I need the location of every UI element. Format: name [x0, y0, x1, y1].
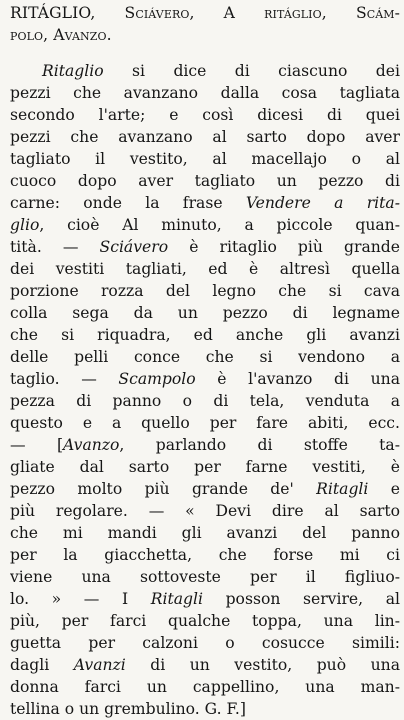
body-text-segment: più, per farci qualche toppa, una lin-: [10, 612, 400, 630]
body-text-segment: di un vestito, può una: [125, 656, 400, 674]
body-text-segment: cuoco dopo aver tagliato un pezzo di: [10, 172, 400, 190]
body-line: [10, 566, 400, 588]
body-line: [10, 478, 400, 500]
body-text-segment: tità. —: [10, 238, 100, 256]
body-line: [10, 654, 400, 676]
body-text-segment: pezza di panno o di tela, venduta a: [10, 392, 400, 410]
body-text-segment: pezzi che avanzano dalla cosa tagliata: [10, 84, 400, 102]
italic-term: Ritagli: [150, 590, 203, 608]
body-line: [10, 390, 400, 412]
body-text-segment: dei vestiti tagliati, ed è altresì quella: [10, 260, 400, 278]
headword-avanzo: Avanzo: [53, 26, 107, 44]
body-text-segment: , cioè Al minuto, a piccole quan-: [39, 216, 400, 234]
body-line: [10, 60, 400, 82]
body-text-segment: è ritaglio più grande: [168, 238, 400, 256]
body-line: [10, 500, 400, 522]
body-text-segment: lo. » — I: [10, 590, 151, 608]
body-text-segment: è l'avanzo di una: [195, 370, 400, 388]
body-text-segment: colla sega da un pezzo di legname: [10, 304, 400, 322]
body-text-segment: e: [368, 480, 400, 498]
body-line: [10, 258, 400, 280]
body-text-segment: questo e a quello per fare abiti, ecc.: [10, 414, 400, 432]
body-text-segment: pezzo molto più grande de': [10, 480, 317, 498]
body-text-segment: che mi mandi gli avanzi del panno: [10, 524, 400, 542]
body-line: [10, 126, 400, 148]
headword-a-ritaglio: A ritáglio: [223, 4, 322, 22]
body-text-segment: per la giacchetta, che forse mi ci: [10, 546, 400, 564]
body-line: [10, 610, 400, 632]
body-text-segment: dagli: [10, 656, 74, 674]
body-line: [10, 676, 400, 698]
body-text-segment: che si riquadra, ed anche gli avanzi: [10, 326, 400, 344]
heading-separator: ,: [43, 26, 54, 44]
italic-term: Vendere a rita-: [245, 194, 400, 212]
body-text-segment: porzione rozza del legno che si cava: [10, 282, 400, 300]
body-line: [10, 324, 400, 346]
heading-separator: ,: [321, 4, 356, 22]
body-text-segment: si dice di ciascuno dei: [103, 62, 400, 80]
body-line: [10, 148, 400, 170]
italic-term: Sciávero: [99, 238, 169, 256]
italic-term: Ritaglio: [42, 62, 104, 80]
body-line: [10, 434, 400, 456]
heading-line-1: [10, 2, 400, 24]
body-text-segment: tellina o un grembulino. G. F.]: [10, 700, 246, 718]
body-line: [10, 368, 400, 390]
entry-body: [10, 60, 400, 720]
body-line: [10, 170, 400, 192]
body-line: [10, 698, 400, 720]
body-line: [10, 302, 400, 324]
body-text-segment: donna farci un cappellino, una man-: [10, 678, 400, 696]
body-line: [10, 280, 400, 302]
body-line: [10, 104, 400, 126]
body-line: [10, 192, 400, 214]
heading-line-2: [10, 24, 400, 46]
italic-term: Ritagli: [316, 480, 369, 498]
body-text-segment: posson servire, al: [202, 590, 400, 608]
body-text-segment: tagliato il vestito, al macellajo o al: [10, 150, 400, 168]
body-line: [10, 82, 400, 104]
body-text-segment: viene una sottoveste per il figliuo-: [10, 568, 400, 586]
body-text-segment: pezzi che avanzano al sarto dopo aver: [10, 128, 400, 146]
headword-scampolo-cont: polo: [10, 26, 44, 44]
body-text-segment: — [: [10, 436, 64, 454]
italic-term: Avanzo: [63, 436, 120, 454]
body-text-segment: carne: onde la frase: [10, 194, 246, 212]
body-text-segment: secondo l'arte; e così dicesi di quei: [10, 106, 400, 124]
body-line: [10, 632, 400, 654]
body-text-segment: più regolare. — « Devi dire al sarto: [10, 502, 400, 520]
body-text-segment: gliate dal sarto per farne vestiti, è: [10, 458, 400, 476]
body-text-segment: delle pelli conce che si vendono a: [10, 348, 400, 366]
body-text-segment: guetta per calzoni o cosucce simili:: [10, 634, 400, 652]
italic-term: glio: [10, 216, 40, 234]
body-line: [10, 346, 400, 368]
body-line: [10, 214, 400, 236]
headword-scampolo: Scám-: [355, 4, 400, 22]
body-line: [10, 412, 400, 434]
body-text-segment: taglio. —: [10, 370, 119, 388]
heading-period: .: [106, 26, 112, 44]
headword-sciavero: Sciávero: [124, 4, 190, 22]
body-line: [10, 456, 400, 478]
italic-term: Scampolo: [118, 370, 196, 388]
body-line: [10, 588, 400, 610]
body-line: [10, 236, 400, 258]
body-text-segment: , parlando di stoffe ta-: [119, 436, 400, 454]
headword-ritaglio: RITÁGLIO,: [10, 4, 125, 22]
italic-term: Avanzi: [73, 656, 126, 674]
entry-heading: [10, 2, 400, 46]
body-line: [10, 544, 400, 566]
heading-separator: ,: [189, 4, 224, 22]
body-line: [10, 522, 400, 544]
